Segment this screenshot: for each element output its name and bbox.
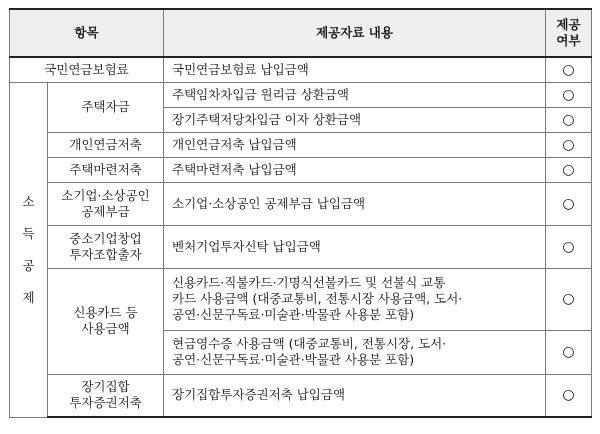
header-content: 제공자료 내용	[164, 9, 546, 57]
provided-mark: ○	[546, 225, 592, 268]
provided-mark: ○	[546, 132, 592, 157]
group-label-char: 소	[22, 193, 35, 209]
header-provided	[546, 9, 592, 57]
item-line: 투자증권저축	[69, 395, 142, 411]
income-deduction-group-label	[10, 82, 48, 417]
group-label-char: 제	[22, 289, 35, 305]
group-label-char: 공	[22, 257, 35, 273]
table-row	[10, 57, 592, 82]
row-content-cash-receipt	[164, 330, 546, 374]
group-label-char: 득	[22, 225, 35, 241]
content-line: 신용카드·직불카드·기명식선불카드 및 선불식 교통	[172, 275, 446, 290]
item-line: 사용금액	[81, 321, 130, 336]
table-row	[10, 182, 592, 225]
row-content-housing-savings: 주택마련저축 납입금액	[164, 157, 546, 182]
provided-mark: ○	[546, 57, 592, 82]
row-item-small-business	[48, 182, 164, 225]
table-row	[10, 82, 592, 107]
header-provided-line2: 여부	[556, 33, 581, 48]
row-item-long-term-fund	[48, 374, 164, 417]
header-provided-line1: 제공	[556, 17, 581, 32]
row-content-small-business: 소기업·소상공인 공제부금 납입금액	[164, 182, 546, 225]
row-content-national-pension: 국민연금보험료 납입금액	[164, 57, 546, 82]
item-line: 신용카드 등	[73, 305, 138, 320]
provided-mark: ○	[546, 374, 592, 417]
item-line: 공제부금	[81, 203, 130, 219]
deduction-data-table-wrapper	[9, 8, 591, 418]
row-item-credit-card	[48, 268, 164, 374]
provided-mark: ○	[546, 182, 592, 225]
row-item-national-pension: 국민연금보험료	[10, 57, 164, 82]
table-row	[10, 157, 592, 182]
table-row	[10, 132, 592, 157]
row-item-personal-pension: 개인연금저축	[48, 132, 164, 157]
content-line: 공연·신문구독료·미술관·박물관 사용분 포함)	[172, 352, 415, 367]
item-line: 장기집합	[81, 379, 130, 395]
row-content-long-term-fund: 장기집합투자증권저축 납입금액	[164, 374, 546, 417]
item-line: 중소기업창업	[69, 230, 142, 246]
table-row	[10, 268, 592, 330]
content-line: 카드 사용금액 (대중교통비, 전통시장 사용금액, 도서·	[172, 291, 463, 306]
content-line: 현금영수증 사용금액 (대중교통비, 전통시장, 도서·	[172, 336, 447, 351]
item-line: 소기업·소상공인	[61, 187, 150, 203]
row-content-housing-rent: 주택임차차입금 원리금 상환금액	[164, 82, 546, 107]
header-row	[10, 9, 592, 57]
row-item-housing-funds: 주택자금	[48, 82, 164, 132]
provided-mark: ○	[546, 330, 592, 374]
row-item-sme-investment	[48, 225, 164, 268]
row-item-housing-savings: 주택마련저축	[48, 157, 164, 182]
provided-mark: ○	[546, 82, 592, 107]
table-row	[10, 374, 592, 417]
content-line: 공연·신문구독료·미술관·박물관 사용분 포함)	[172, 307, 415, 322]
table-row	[10, 225, 592, 268]
row-content-personal-pension: 개인연금저축 납입금액	[164, 132, 546, 157]
provided-mark: ○	[546, 268, 592, 330]
row-content-sme-investment: 벤처기업투자신탁 납입금액	[164, 225, 546, 268]
row-content-housing-mortgage: 장기주택저당차입금 이자 상환금액	[164, 107, 546, 132]
provided-mark: ○	[546, 107, 592, 132]
item-line: 투자조합출자	[69, 246, 142, 262]
header-item: 항목	[10, 9, 164, 57]
row-content-credit-card	[164, 268, 546, 330]
provided-mark: ○	[546, 157, 592, 182]
deduction-data-table	[9, 8, 592, 418]
